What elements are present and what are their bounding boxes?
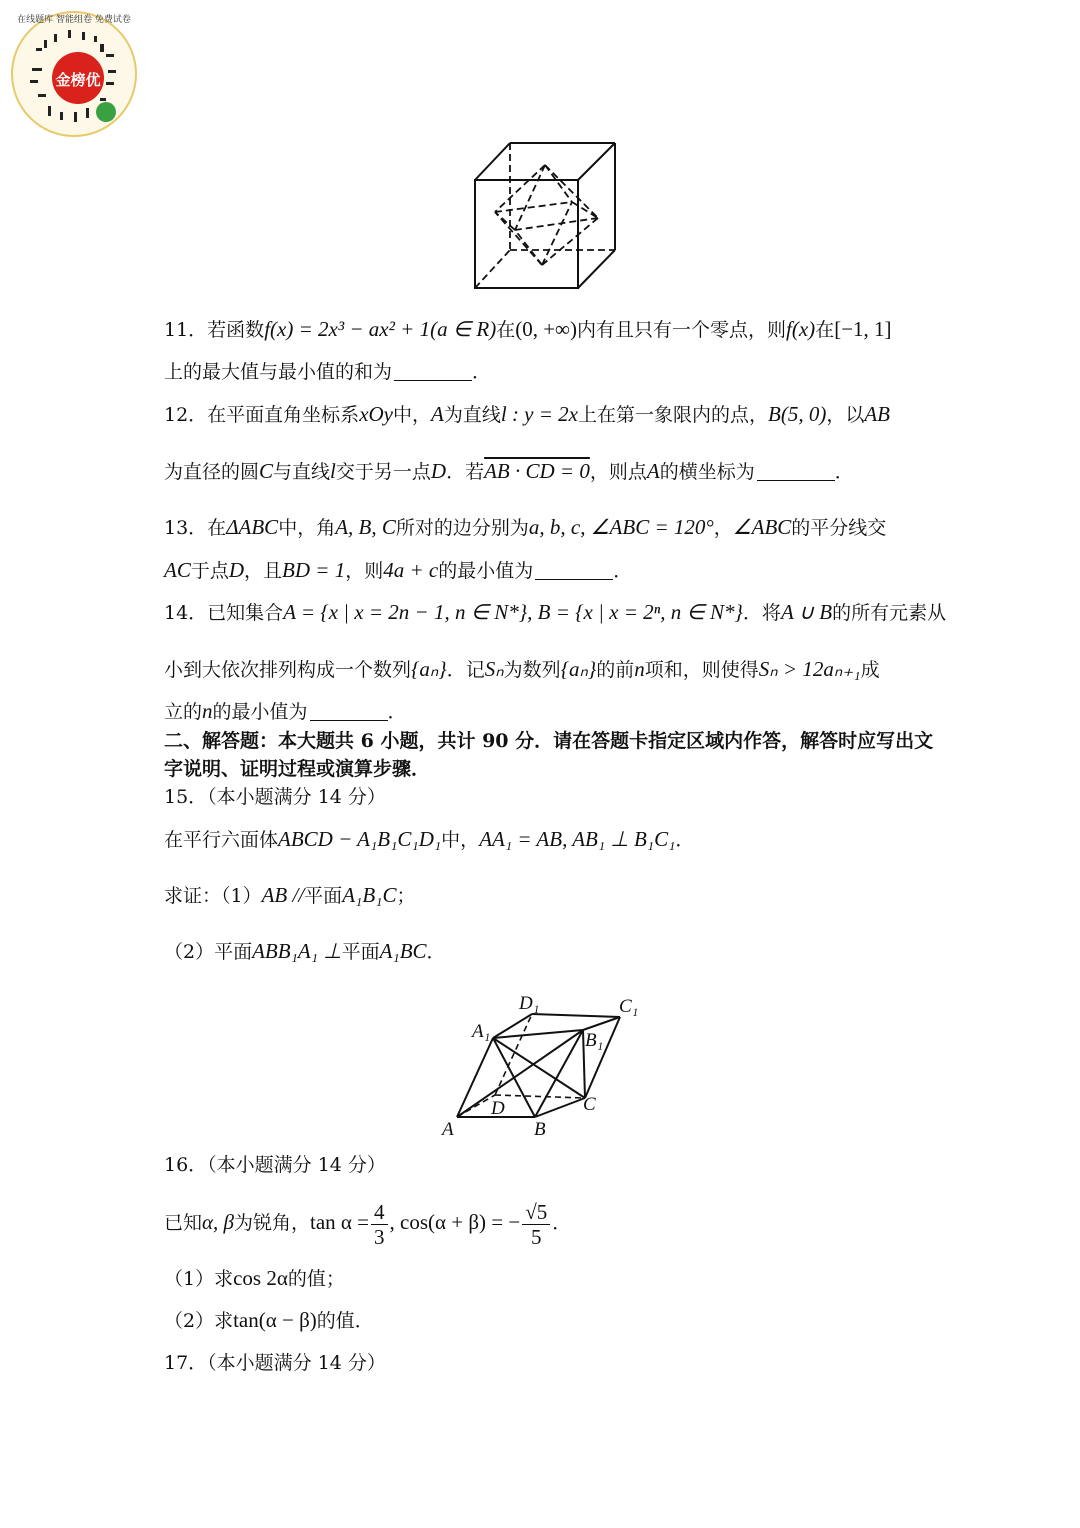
q16-title: 16．（本小题满分 14 分） xyxy=(164,1154,386,1176)
qr-logo-icon xyxy=(8,8,140,140)
q14-line2: 小到大依次排列构成一个数列{aₙ}．记Sₙ为数列{aₙ}的前n项和，则使得Sₙ > 12aₙ₊₁成 xyxy=(164,657,880,681)
q15-statement: 在平行六面体ABCD − A₁B₁C₁D₁中，AA₁ = AB, AB₁ ⊥ B₁C₁． xyxy=(164,827,695,851)
q15-part1: 求证：（1）AB //平面A₁B₁C； xyxy=(164,883,416,907)
vertex-label-a1: A₁ xyxy=(472,1021,491,1042)
vertex-label-a: A xyxy=(442,1119,454,1140)
answer-blank xyxy=(535,561,613,580)
fraction-sqrt5-5: $\frac{√5}{5}$ xyxy=(522,1200,550,1249)
q17-title: 17．（本小题满分 14 分） xyxy=(164,1352,386,1374)
q15-part2: （2）平面ABB₁A₁ ⊥平面A₁BC． xyxy=(164,939,446,963)
vertex-label-d1: D₁ xyxy=(519,993,540,1014)
parallelepiped-figure xyxy=(435,990,650,1140)
q16-part1: （1）求cos 2α的值； xyxy=(164,1266,345,1290)
vertex-label-c: C xyxy=(583,1094,596,1115)
q14-line1: 14．已知集合A = {x | x = 2n − 1, n ∈ N*}, B = {x | x = 2ⁿ, n ∈ N*}．将A ∪ B的所有元素从 xyxy=(164,600,947,624)
answer-blank xyxy=(310,702,388,721)
vertex-label-b1: B₁ xyxy=(585,1030,604,1051)
logo xyxy=(8,8,140,140)
cube-octahedron-figure xyxy=(470,140,620,292)
q15-title: 15．（本小题满分 14 分） xyxy=(164,786,386,808)
vertex-label-b: B xyxy=(534,1119,546,1140)
section2-heading-line1: 二、解答题：本大题共 6 小题，共计 90 分．请在答题卡指定区域内作答，解答时应写出文 xyxy=(164,730,934,752)
answer-blank xyxy=(757,462,835,481)
vertex-label-c1: C₁ xyxy=(619,996,639,1017)
q16-statement: 已知α, β为锐角，tan α = $\frac{4}{3}$ , cos(α + β) = − $\frac{√5}{5}$ ． xyxy=(164,1199,572,1249)
q11-line1: 11．若函数f(x) = 2x³ − ax² + 1(a ∈ R)在(0, +∞)内有且只有一个零点，则f(x)在[−1, 1] xyxy=(164,317,892,341)
q12-line2: 为直径的圆C与直线l交于另一点D．若AB · CD = 0，则点A的横坐标为 ． xyxy=(164,459,854,483)
logo-name: 金榜优 xyxy=(55,71,101,89)
q14-line3: 立的n的最小值为 ． xyxy=(164,699,407,723)
fraction-4-3: $\frac{4}{3}$ xyxy=(371,1200,388,1249)
q13-line1: 13．在ΔABC中，角A, B, C所对的边分别为a, b, c, ∠ABC = 120°，∠ABC的平分线交 xyxy=(164,515,887,539)
q12-line1: 12．在平面直角坐标系xOy中，A为直线l : y = 2x上在第一象限内的点，B(5, 0)，以AB xyxy=(164,402,891,426)
logo-tagline: 在线题库 智能组卷 免费试卷 xyxy=(17,15,131,25)
q11-line2: 上的最大值与最小值的和为 ． xyxy=(164,361,492,383)
answer-blank xyxy=(394,362,472,381)
vertex-label-d: D xyxy=(491,1098,505,1119)
q16-part2: （2）求tan(α − β)的值． xyxy=(164,1308,374,1332)
section2-heading-line2: 字说明、证明过程或演算步骤． xyxy=(164,758,431,780)
q13-line2: AC于点D，且BD = 1，则4a + c的最小值为 ． xyxy=(164,558,633,582)
